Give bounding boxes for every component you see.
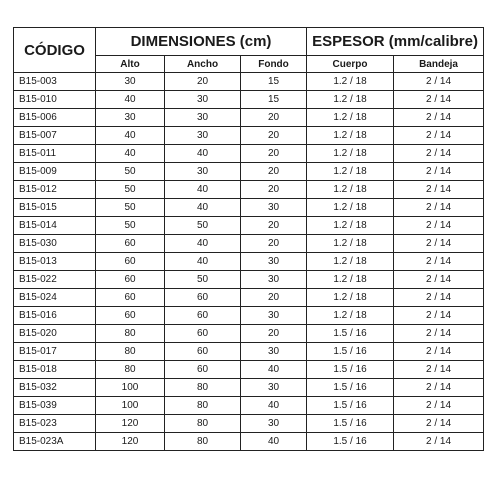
code-cell: B15-023A xyxy=(14,433,96,451)
ancho-cell: 60 xyxy=(165,361,241,379)
code-cell: B15-018 xyxy=(14,361,96,379)
alto-cell: 100 xyxy=(96,379,165,397)
fondo-cell: 30 xyxy=(241,271,307,289)
alto-cell: 50 xyxy=(96,199,165,217)
bandeja-cell: 2 / 14 xyxy=(394,271,484,289)
table-row xyxy=(14,361,484,379)
alto-cell: 60 xyxy=(96,235,165,253)
table-row xyxy=(14,271,484,289)
fondo-cell: 20 xyxy=(241,235,307,253)
code-cell: B15-032 xyxy=(14,379,96,397)
ancho-cell: 80 xyxy=(165,415,241,433)
alto-cell: 120 xyxy=(96,415,165,433)
cuerpo-cell: 1.2 / 18 xyxy=(307,109,394,127)
ancho-cell: 50 xyxy=(165,271,241,289)
fondo-cell: 20 xyxy=(241,289,307,307)
table-row xyxy=(14,91,484,109)
bandeja-cell: 2 / 14 xyxy=(394,181,484,199)
table-row xyxy=(14,235,484,253)
ancho-cell: 40 xyxy=(165,181,241,199)
bandeja-cell: 2 / 14 xyxy=(394,109,484,127)
table-row xyxy=(14,217,484,235)
fondo-cell: 15 xyxy=(241,91,307,109)
ancho-cell: 80 xyxy=(165,433,241,451)
code-cell: B15-014 xyxy=(14,217,96,235)
fondo-header: Fondo xyxy=(241,56,307,73)
bandeja-cell: 2 / 14 xyxy=(394,433,484,451)
ancho-cell: 30 xyxy=(165,127,241,145)
cuerpo-cell: 1.2 / 18 xyxy=(307,163,394,181)
bandeja-cell: 2 / 14 xyxy=(394,397,484,415)
ancho-cell: 40 xyxy=(165,235,241,253)
cuerpo-cell: 1.2 / 18 xyxy=(307,181,394,199)
ancho-cell: 30 xyxy=(165,91,241,109)
table-row xyxy=(14,325,484,343)
bandeja-cell: 2 / 14 xyxy=(394,163,484,181)
cuerpo-cell: 1.2 / 18 xyxy=(307,145,394,163)
bandeja-cell: 2 / 14 xyxy=(394,361,484,379)
ancho-cell: 50 xyxy=(165,217,241,235)
ancho-cell: 60 xyxy=(165,307,241,325)
alto-header: Alto xyxy=(96,56,165,73)
alto-cell: 100 xyxy=(96,397,165,415)
ancho-cell: 30 xyxy=(165,163,241,181)
alto-cell: 40 xyxy=(96,127,165,145)
fondo-cell: 40 xyxy=(241,361,307,379)
fondo-cell: 30 xyxy=(241,415,307,433)
bandeja-cell: 2 / 14 xyxy=(394,325,484,343)
code-cell: B15-030 xyxy=(14,235,96,253)
fondo-cell: 30 xyxy=(241,343,307,361)
alto-cell: 80 xyxy=(96,361,165,379)
code-cell: B15-003 xyxy=(14,73,96,91)
alto-cell: 50 xyxy=(96,181,165,199)
table-row xyxy=(14,415,484,433)
cuerpo-cell: 1.2 / 18 xyxy=(307,217,394,235)
table-row xyxy=(14,109,484,127)
cuerpo-cell: 1.5 / 16 xyxy=(307,343,394,361)
cuerpo-header: Cuerpo xyxy=(307,56,394,73)
cuerpo-cell: 1.5 / 16 xyxy=(307,397,394,415)
table-row xyxy=(14,307,484,325)
fondo-cell: 20 xyxy=(241,163,307,181)
alto-cell: 30 xyxy=(96,109,165,127)
bandeja-cell: 2 / 14 xyxy=(394,199,484,217)
dimensions-header: DIMENSIONES (cm) xyxy=(96,28,307,56)
alto-cell: 50 xyxy=(96,217,165,235)
fondo-cell: 20 xyxy=(241,127,307,145)
bandeja-cell: 2 / 14 xyxy=(394,289,484,307)
bandeja-cell: 2 / 14 xyxy=(394,145,484,163)
bandeja-cell: 2 / 14 xyxy=(394,217,484,235)
thickness-header: ESPESOR (mm/calibre) xyxy=(307,28,484,56)
bandeja-cell: 2 / 14 xyxy=(394,307,484,325)
table-row xyxy=(14,199,484,217)
ancho-cell: 40 xyxy=(165,253,241,271)
bandeja-cell: 2 / 14 xyxy=(394,379,484,397)
fondo-cell: 20 xyxy=(241,181,307,199)
code-cell: B15-009 xyxy=(14,163,96,181)
ancho-cell: 60 xyxy=(165,289,241,307)
cuerpo-cell: 1.2 / 18 xyxy=(307,91,394,109)
alto-cell: 120 xyxy=(96,433,165,451)
ancho-cell: 60 xyxy=(165,343,241,361)
ancho-cell: 80 xyxy=(165,397,241,415)
code-cell: B15-013 xyxy=(14,253,96,271)
table-row xyxy=(14,289,484,307)
bandeja-cell: 2 / 14 xyxy=(394,127,484,145)
code-cell: B15-006 xyxy=(14,109,96,127)
fondo-cell: 30 xyxy=(241,379,307,397)
fondo-cell: 20 xyxy=(241,325,307,343)
table-row xyxy=(14,343,484,361)
code-cell: B15-039 xyxy=(14,397,96,415)
alto-cell: 30 xyxy=(96,73,165,91)
cuerpo-cell: 1.5 / 16 xyxy=(307,379,394,397)
alto-cell: 60 xyxy=(96,289,165,307)
ancho-cell: 60 xyxy=(165,325,241,343)
dimensions-table xyxy=(13,27,484,451)
cuerpo-cell: 1.5 / 16 xyxy=(307,325,394,343)
cuerpo-cell: 1.2 / 18 xyxy=(307,199,394,217)
code-cell: B15-012 xyxy=(14,181,96,199)
table-row xyxy=(14,433,484,451)
fondo-cell: 40 xyxy=(241,397,307,415)
bandeja-cell: 2 / 14 xyxy=(394,91,484,109)
cuerpo-cell: 1.2 / 18 xyxy=(307,73,394,91)
code-cell: B15-022 xyxy=(14,271,96,289)
code-cell: B15-016 xyxy=(14,307,96,325)
ancho-cell: 30 xyxy=(165,109,241,127)
bandeja-cell: 2 / 14 xyxy=(394,415,484,433)
code-cell: B15-024 xyxy=(14,289,96,307)
cuerpo-cell: 1.2 / 18 xyxy=(307,235,394,253)
code-cell: B15-011 xyxy=(14,145,96,163)
cuerpo-cell: 1.2 / 18 xyxy=(307,253,394,271)
cuerpo-cell: 1.2 / 18 xyxy=(307,307,394,325)
ancho-header: Ancho xyxy=(165,56,241,73)
ancho-cell: 40 xyxy=(165,199,241,217)
table-row xyxy=(14,397,484,415)
ancho-cell: 40 xyxy=(165,145,241,163)
code-cell: B15-020 xyxy=(14,325,96,343)
alto-cell: 60 xyxy=(96,253,165,271)
fondo-cell: 20 xyxy=(241,217,307,235)
fondo-cell: 30 xyxy=(241,199,307,217)
table-row xyxy=(14,127,484,145)
bandeja-cell: 2 / 14 xyxy=(394,343,484,361)
fondo-cell: 40 xyxy=(241,433,307,451)
alto-cell: 60 xyxy=(96,271,165,289)
table-row xyxy=(14,73,484,91)
bandeja-cell: 2 / 14 xyxy=(394,253,484,271)
table-row xyxy=(14,163,484,181)
table-row xyxy=(14,379,484,397)
fondo-cell: 20 xyxy=(241,109,307,127)
code-cell: B15-007 xyxy=(14,127,96,145)
bandeja-cell: 2 / 14 xyxy=(394,235,484,253)
cuerpo-cell: 1.5 / 16 xyxy=(307,361,394,379)
cuerpo-cell: 1.5 / 16 xyxy=(307,433,394,451)
fondo-cell: 30 xyxy=(241,307,307,325)
header-row xyxy=(14,28,484,56)
alto-cell: 80 xyxy=(96,343,165,361)
cuerpo-cell: 1.2 / 18 xyxy=(307,271,394,289)
table-row xyxy=(14,145,484,163)
fondo-cell: 15 xyxy=(241,73,307,91)
cuerpo-cell: 1.2 / 18 xyxy=(307,289,394,307)
alto-cell: 80 xyxy=(96,325,165,343)
code-cell: B15-017 xyxy=(14,343,96,361)
ancho-cell: 20 xyxy=(165,73,241,91)
code-header: CÓDIGO xyxy=(14,28,96,73)
code-cell: B15-023 xyxy=(14,415,96,433)
alto-cell: 60 xyxy=(96,307,165,325)
table-row xyxy=(14,253,484,271)
bandeja-header: Bandeja xyxy=(394,56,484,73)
cuerpo-cell: 1.2 / 18 xyxy=(307,127,394,145)
fondo-cell: 20 xyxy=(241,145,307,163)
table-row xyxy=(14,181,484,199)
alto-cell: 40 xyxy=(96,145,165,163)
alto-cell: 40 xyxy=(96,91,165,109)
bandeja-cell: 2 / 14 xyxy=(394,73,484,91)
code-cell: B15-015 xyxy=(14,199,96,217)
table-body xyxy=(14,73,484,451)
cuerpo-cell: 1.5 / 16 xyxy=(307,415,394,433)
fondo-cell: 30 xyxy=(241,253,307,271)
alto-cell: 50 xyxy=(96,163,165,181)
code-cell: B15-010 xyxy=(14,91,96,109)
ancho-cell: 80 xyxy=(165,379,241,397)
